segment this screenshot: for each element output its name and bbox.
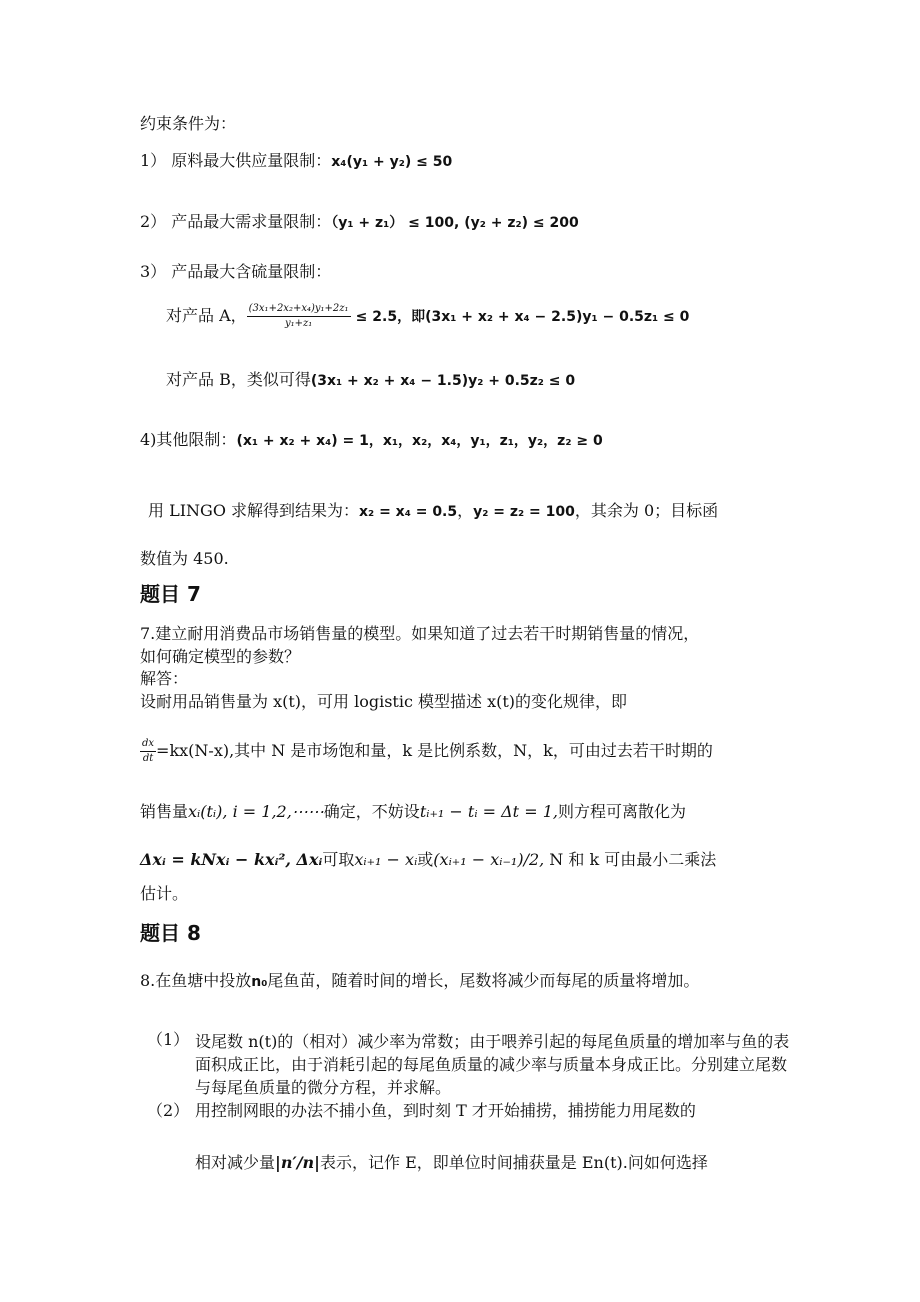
q7-answer-line-1: 设耐用品销售量为 x(t)，可用 logistic 模型描述 x(t)的变化规律，即 bbox=[140, 692, 628, 711]
product-b-prefix: 对产品 B，类似可得 bbox=[166, 370, 311, 389]
derivative-fraction bbox=[140, 738, 156, 765]
derivative-numerator: dx bbox=[140, 738, 156, 752]
q7-l3-formula-1: xᵢ(tᵢ), i = 1,2,⋯⋯ bbox=[188, 802, 324, 821]
constraint-4-formula: (x₁ + x₂ + x₄) = 1，x₁，x₂，x₄，y₁，z₁，y₂，z₂ ≥ 0 bbox=[236, 433, 603, 449]
product-a-formula: ≤ 2.5，即(3x₁ + x₂ + x₄ − 2.5)y₁ − 0.5z₁ ≤ 0 bbox=[355, 309, 690, 325]
q7-l4-text-a: 可取 bbox=[322, 850, 355, 869]
q7-l4-text-c: N 和 k 可由最小二乘法 bbox=[544, 850, 717, 869]
q7-l3-text-a: 销售量 bbox=[140, 802, 189, 821]
q8-question-line-1 bbox=[140, 971, 699, 992]
sulfur-fraction bbox=[247, 303, 351, 330]
lingo-result-sep: ， bbox=[457, 501, 474, 520]
q7-answer-line-5: 估计。 bbox=[140, 884, 189, 903]
q8-item-2-number: （2） bbox=[147, 1101, 190, 1120]
constraints-intro: 约束条件为： bbox=[140, 114, 237, 133]
lingo-result-formula-1: x₂ = x₄ = 0.5 bbox=[359, 504, 458, 520]
q7-question-line-1: 7.建立耐用消费品市场销售量的模型。如果知道了过去若干时期销售量的情况， bbox=[140, 624, 700, 643]
q8-l1-formula: n₀ bbox=[251, 974, 268, 990]
q8-l1-text-b: 尾鱼苗，随着时间的增长，尾数将减少而每尾的质量将增加。 bbox=[267, 971, 700, 990]
q7-l4-text-b: 或 bbox=[417, 850, 434, 869]
q8-item-1-text: 设尾数 n(t)的（相对）减少率为常数；由于喂养引起的每尾鱼质量的增加率与鱼的表面积成正比，由于消耗引起的每尾鱼质量的减少率与质量本身成正比。分别建立尾数与每尾鱼质量的微分方程，并求解。 bbox=[195, 1032, 790, 1097]
q8-item-2-line-2 bbox=[195, 1153, 708, 1173]
q8-l1-text-a: 8.在鱼塘中投放 bbox=[140, 971, 252, 990]
q8-item-2-text: 用控制网眼的办法不捕小鱼，到时刻 T 才开始捕捞，捕捞能力用尾数的 bbox=[195, 1101, 696, 1120]
q7-answer-label: 解答： bbox=[140, 669, 189, 688]
q7-question-line-2: 如何确定模型的参数？ bbox=[140, 647, 301, 666]
constraint-3: 3） 产品最大含硫量限制： bbox=[140, 262, 332, 281]
q7-l3-text-b: 确定，不妨设 bbox=[323, 802, 420, 821]
q8-i2l2-text-b: 表示，记作 E，即单位时间捕获量是 En(t).问如何选择 bbox=[319, 1153, 708, 1172]
q7-answer-line-2-text: =kx(N-x),其中 N 是市场饱和量，k 是比例系数，N，k，可由过去若干时期的 bbox=[156, 741, 713, 760]
product-a-prefix: 对产品 A， bbox=[166, 306, 247, 325]
q7-answer-line-4 bbox=[140, 850, 716, 870]
constraint-4 bbox=[140, 430, 603, 451]
q8-item-1-number: （1） bbox=[147, 1030, 190, 1049]
q7-answer-line-2 bbox=[140, 736, 713, 766]
constraint-1-formula: x₄(y₁ + y₂) ≤ 50 bbox=[331, 154, 453, 170]
lingo-result-rest: ，其余为 0；目标函 bbox=[574, 501, 719, 520]
derivative-denominator: dt bbox=[142, 753, 154, 764]
sulfur-fraction-numerator: (3x₁+2x₂+x₄)y₁+2z₁ bbox=[247, 303, 351, 317]
constraint-2-label: 2） 产品最大需求量限制： bbox=[140, 212, 332, 231]
q7-heading: 题目 7 bbox=[140, 582, 201, 606]
q7-l4-formula-3: (xᵢ₊₁ − xᵢ₋₁)/2, bbox=[433, 850, 545, 869]
q8-i2l2-text-a: 相对减少量 bbox=[195, 1153, 276, 1172]
q7-l4-formula-1: Δxᵢ = kNxᵢ − kxᵢ², Δxᵢ bbox=[140, 850, 323, 869]
sulfur-fraction-denominator: y₁+z₁ bbox=[284, 318, 313, 329]
constraint-2-formula: （y₁ + z₁） ≤ 100, (y₂ + z₂) ≤ 200 bbox=[331, 215, 579, 231]
constraint-3-product-b bbox=[166, 370, 575, 391]
q8-heading: 题目 8 bbox=[140, 921, 201, 945]
constraint-3-product-a bbox=[166, 300, 689, 333]
q7-l3-text-c: 则方程可离散化为 bbox=[557, 802, 686, 821]
constraint-1 bbox=[140, 151, 452, 172]
constraint-2 bbox=[140, 212, 579, 233]
product-b-formula: (3x₁ + x₂ + x₄ − 1.5)y₂ + 0.5z₂ ≤ 0 bbox=[310, 373, 576, 389]
lingo-result-formula-2: y₂ = z₂ = 100 bbox=[473, 504, 575, 520]
q7-l3-formula-2: tᵢ₊₁ − tᵢ = Δt = 1, bbox=[419, 802, 558, 821]
objective-value: 数值为 450. bbox=[140, 549, 229, 568]
lingo-result bbox=[148, 501, 718, 522]
lingo-result-text: 用 LINGO 求解得到结果为： bbox=[148, 501, 360, 520]
q7-l4-formula-2: xᵢ₊₁ − xᵢ bbox=[354, 850, 418, 869]
constraint-1-label: 1） 原料最大供应量限制： bbox=[140, 151, 332, 170]
q7-answer-line-3 bbox=[140, 802, 686, 822]
constraint-4-label: 4)其他限制： bbox=[140, 430, 237, 449]
q8-i2l2-formula: |n′/n| bbox=[275, 1153, 320, 1172]
